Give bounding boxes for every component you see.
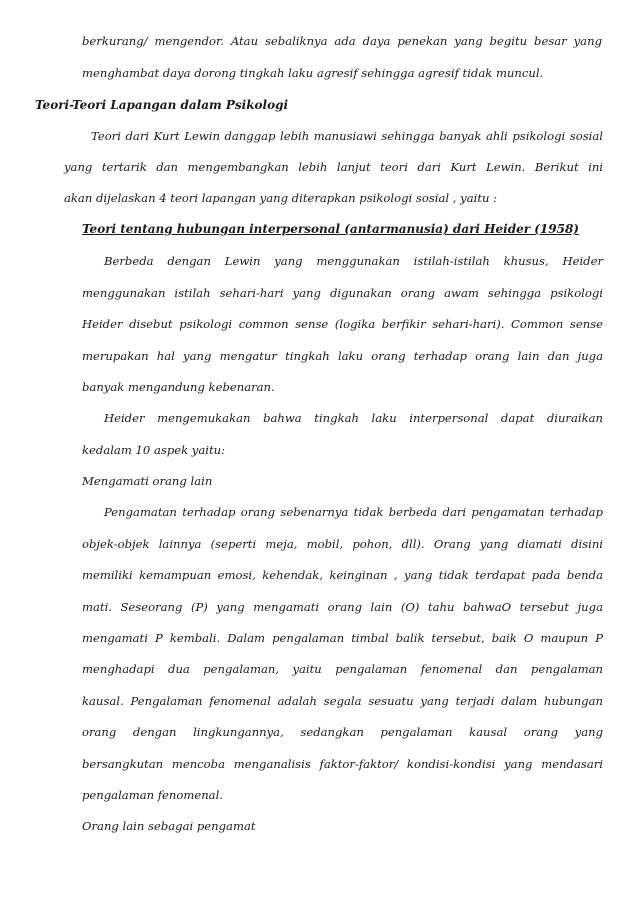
aspect-title: Orang lain sebagai pengamat <box>82 819 256 833</box>
paragraph-line: yang tertarik dan mengembangkan lebih lanjut teori dari Kurt Lewin. Berikut ini <box>64 160 603 174</box>
aspect-title: Mengamati orang lain <box>82 474 213 488</box>
paragraph-line: Berbeda dengan Lewin yang menggunakan istilah-istilah khusus, Heider <box>104 254 603 268</box>
paragraph-line: kedalam 10 aspek yaitu: <box>82 443 226 457</box>
paragraph-line: orang dengan lingkungannya, sedangkan pengalaman kausal orang yang <box>82 725 603 739</box>
paragraph-line: menghadapi dua pengalaman, yaitu pengalaman fenomenal dan pengalaman <box>82 662 603 676</box>
paragraph-line: Heider mengemukakan bahwa tingkah laku interpersonal dapat diuraikan <box>104 411 603 425</box>
paragraph-line: Heider disebut psikologi common sense (logika berfikir sehari-hari). Common sense <box>82 317 603 331</box>
paragraph-line: berkurang/ mengendor. Atau sebaliknya ada daya penekan yang begitu besar yang <box>82 34 602 48</box>
paragraph-line: Pengamatan terhadap orang sebenarnya tidak berbeda dari pengamatan terhadap <box>104 505 603 519</box>
paragraph-line: merupakan hal yang mengatur tingkah laku orang terhadap orang lain dan juga <box>82 349 603 363</box>
paragraph-line: menghambat daya dorong tingkah laku agresif sehingga agresif tidak muncul. <box>82 66 544 80</box>
paragraph-line: mati. Seseorang (P) yang mengamati orang lain (O) tahu bahwaO tersebut juga <box>82 600 603 614</box>
paragraph-line: memiliki kemampuan emosi, kehendak, keinginan , yang tidak terdapat pada benda <box>82 568 603 582</box>
paragraph-line: banyak mengandung kebenaran. <box>82 380 275 394</box>
paragraph-line: mengamati P kembali. Dalam pengalaman timbal balik tersebut, baik O maupun P <box>82 631 603 645</box>
paragraph-line: pengalaman fenomenal. <box>82 788 223 802</box>
paragraph-line: objek-objek lainnya (seperti meja, mobil, pohon, dll). Orang yang diamati disini <box>82 537 603 551</box>
paragraph-line: bersangkutan mencoba menganalisis faktor-faktor/ kondisi-kondisi yang mendasari <box>82 757 603 771</box>
paragraph-line: kausal. Pengalaman fenomenal adalah segala sesuatu yang terjadi dalam hubungan <box>82 694 603 708</box>
paragraph-line: menggunakan istilah sehari-hari yang digunakan orang awam sehingga psikologi <box>82 286 603 300</box>
paragraph-line: akan dijelaskan 4 teori lapangan yang diterapkan psikologi sosial , yaitu : <box>64 191 498 205</box>
section-heading: Teori-Teori Lapangan dalam Psikologi <box>35 98 289 112</box>
paragraph-line: Teori dari Kurt Lewin danggap lebih manusiawi sehingga banyak ahli psikologi sosial <box>91 129 603 143</box>
subsection-heading: Teori tentang hubungan interpersonal (antarmanusia) dari Heider (1958) <box>82 222 579 236</box>
